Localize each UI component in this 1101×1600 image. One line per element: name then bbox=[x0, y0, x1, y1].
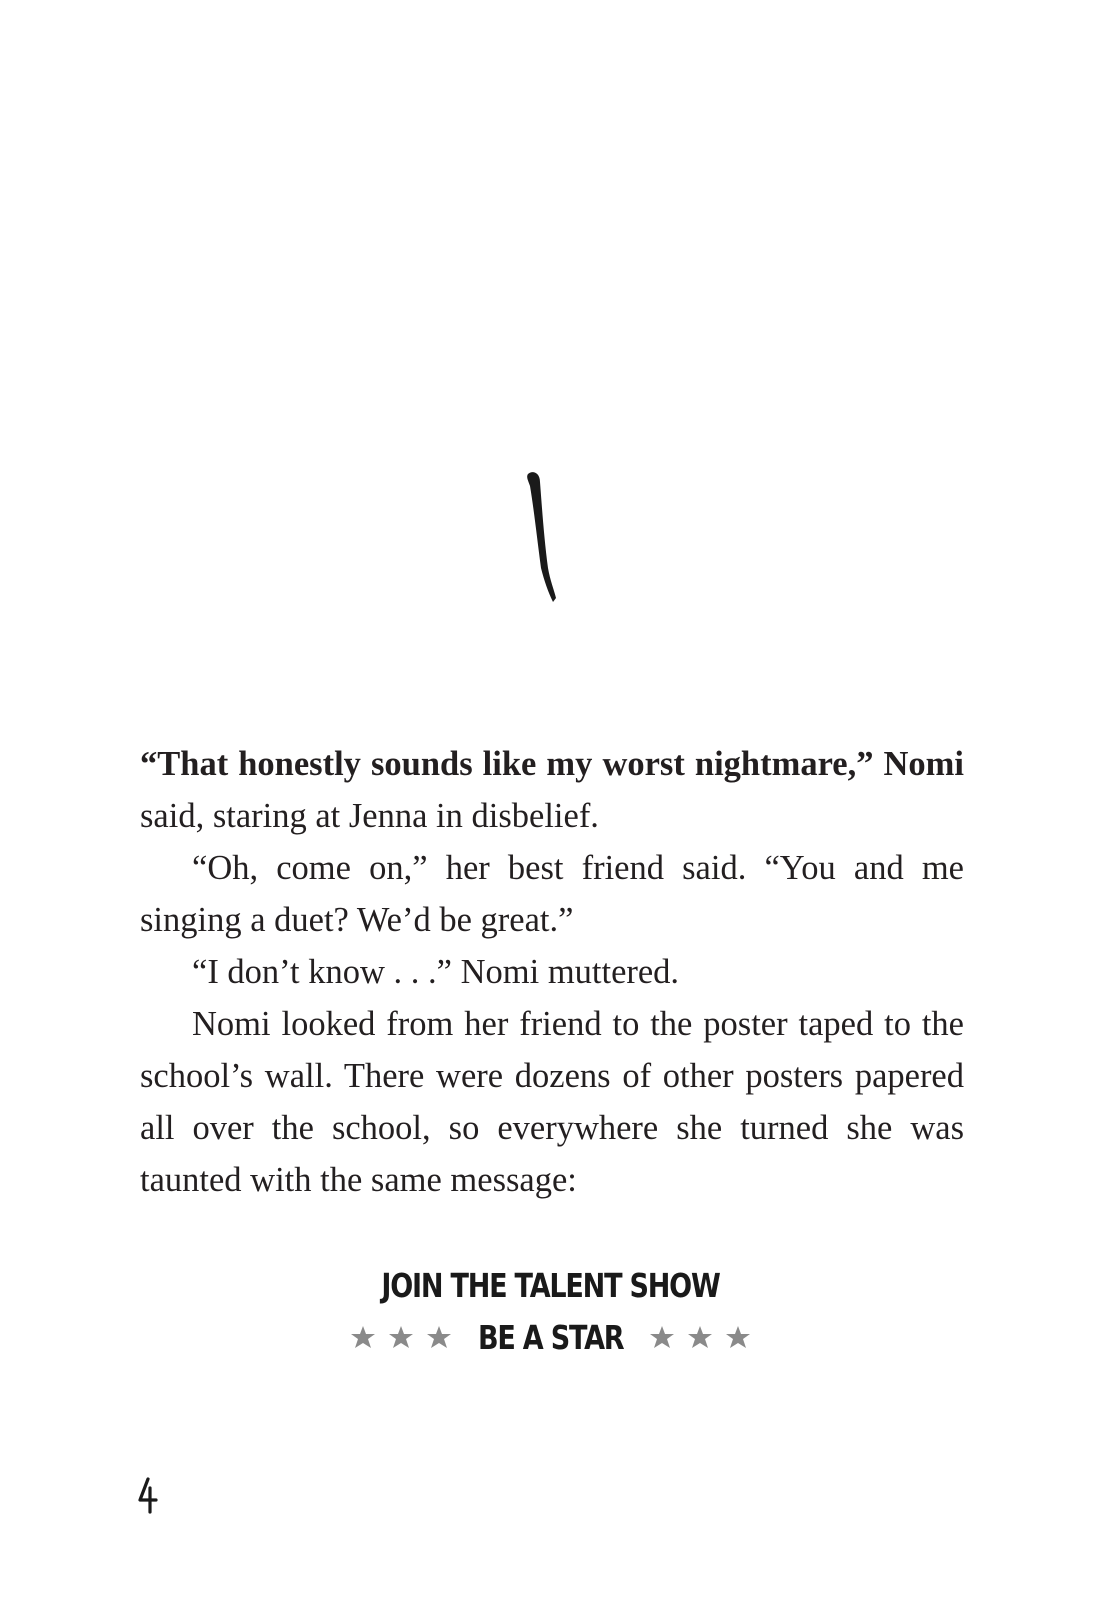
lead-in-text: “That honestly sounds like my worst nightmare,” Nomi bbox=[140, 745, 964, 783]
star-icon bbox=[350, 1325, 376, 1351]
paragraph-4: Nomi looked from her friend to the poster taped to the school’s wall. There were dozens of other posters papered all over the school, so everywhere she turned she was taunted with the same message: bbox=[140, 1005, 964, 1199]
poster-tagline: BE A STAR bbox=[477, 1318, 624, 1357]
star-icon bbox=[649, 1325, 675, 1351]
star-icon bbox=[687, 1325, 713, 1351]
stars-right bbox=[649, 1325, 751, 1351]
paragraph-1-text: said, staring at Jenna in disbelief. bbox=[140, 797, 599, 835]
chapter-body bbox=[140, 738, 964, 1206]
paragraph-1 bbox=[140, 738, 964, 842]
paragraph-2: “Oh, come on,” her best friend said. “You and me singing a duet? We’d be great.” bbox=[140, 849, 964, 939]
star-icon bbox=[426, 1325, 452, 1351]
chapter-number bbox=[520, 468, 570, 608]
star-icon bbox=[388, 1325, 414, 1351]
poster-tagline-row bbox=[0, 1314, 1101, 1362]
paragraph-3: “I don’t know . . .” Nomi muttered. bbox=[192, 953, 680, 991]
page-number bbox=[134, 1476, 164, 1516]
page-number-glyph bbox=[134, 1476, 164, 1516]
poster-headline: JOIN THE TALENT SHOW bbox=[381, 1266, 720, 1305]
poster-message bbox=[0, 1262, 1101, 1362]
stars-left bbox=[350, 1325, 452, 1351]
star-icon bbox=[725, 1325, 751, 1351]
chapter-number-glyph bbox=[520, 468, 570, 608]
